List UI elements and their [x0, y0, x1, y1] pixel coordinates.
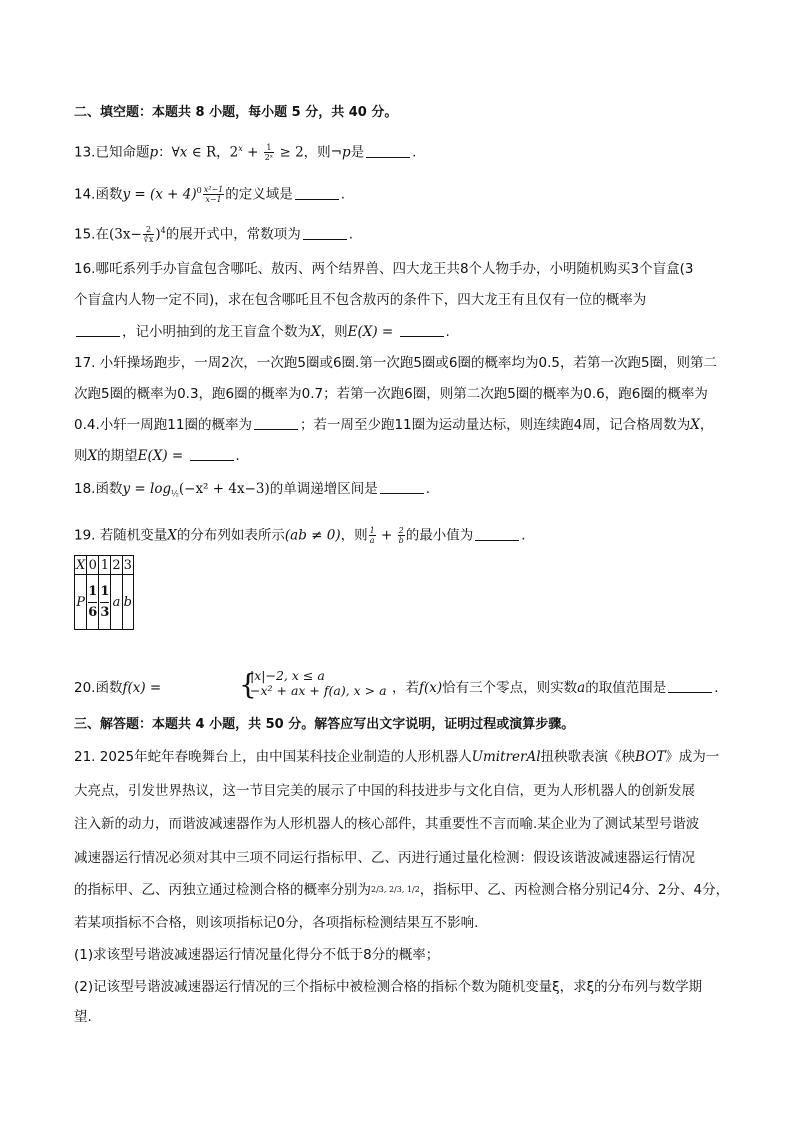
q20-case-2: −x² + ax + f(a), x > a: [250, 683, 387, 698]
q19-plus: +: [376, 527, 397, 544]
q20-fx2: f(x): [419, 680, 443, 696]
q19-frac-1: [369, 526, 376, 545]
q17-ex: E(X) =: [137, 448, 188, 464]
table-cell: a: [111, 575, 122, 630]
q21-part-1: (1)求该型号谐波减速器运行情况量化得分不低于8分的概率；: [74, 947, 440, 963]
q17-x2: X: [87, 448, 98, 464]
q21-text-c: 扭秧歌表演《秧: [540, 749, 636, 765]
q18-answer-blank[interactable]: [380, 481, 424, 494]
q20-tail: 的取值范围是: [585, 680, 667, 696]
q16-x: X: [311, 324, 321, 340]
section-heading-fill-in: 二、填空题：本题共 8 小题，每小题 5 分，共 40 分。: [74, 105, 398, 120]
question-15: 15.在(3x− $\frac{2}{∛x}$ )$^4$的展开式中，常数项为 .: [74, 225, 354, 244]
table-header-cell: X: [76, 557, 86, 573]
q14-end: .: [340, 186, 346, 203]
q19-answer-blank[interactable]: [475, 528, 519, 541]
question-13: [74, 140, 416, 162]
q20-end: .: [714, 680, 719, 696]
table-header-row: [75, 556, 134, 575]
q19-tail: 的最小值为: [405, 527, 474, 544]
table-prob-row: [75, 575, 134, 630]
q21-robot-name: UmitrerAl: [471, 749, 541, 765]
q14-answer-blank[interactable]: [295, 187, 339, 200]
cell-frac-num: 1: [100, 582, 109, 603]
q16-line-2: 个盲盒内人物一定不同)，求在包含哪吒且不包含敖丙的条件下，四大龙王有且仅有一位的概率为: [74, 292, 647, 308]
q21-line-2: 大亮点，引发世界热议，这一节目完美的展示了中国的科技进步与文化自信，更为人形机器人的创新发展: [74, 783, 695, 799]
q13-x: x: [179, 144, 188, 161]
q15-sup4: 4: [160, 226, 166, 235]
q19-text-b: 的分布列如表所示: [176, 527, 285, 544]
table-header-cell: 1: [100, 557, 109, 573]
q16-then: ，则: [320, 324, 348, 340]
q17-line-1: 17. 小轩操场跑步，一周2次，一次跑5圈或6圈.第一次跑5圈或6圈的概率均为0.5，若第一次跑5圈，则第二: [74, 355, 718, 371]
question-20: [74, 668, 719, 702]
distribution-table: [74, 555, 134, 630]
q20-a: a: [577, 680, 586, 696]
q17-x: X: [690, 417, 700, 433]
q19-end: .: [521, 527, 526, 544]
q19-cond: (ab ≠ 0): [284, 527, 341, 544]
q16-end: .: [445, 324, 450, 340]
q18-label: 18.: [74, 481, 96, 497]
q13-in: ∈ R，2: [187, 144, 239, 161]
q18-log: y = log: [122, 481, 172, 497]
table-cell: b: [122, 575, 133, 630]
q14-formula: y = (x + 4): [122, 186, 197, 203]
q13-end: .: [412, 144, 417, 161]
q13-p: p: [149, 144, 159, 161]
q21-text-e: 》成为一: [665, 749, 720, 765]
q14-fraction: [203, 185, 225, 204]
q19-f1-num: 1: [369, 526, 375, 535]
cell-frac-den: 3: [100, 604, 110, 620]
q14-tail: 的定义域是: [225, 186, 293, 203]
table-header-cell: 0: [88, 557, 97, 573]
table-header-cell: 2: [112, 557, 121, 573]
q13-frac-den: 2ˣ: [264, 153, 274, 162]
q18-tail: 的单调递增区间是: [269, 481, 378, 497]
section-heading-solutions: 三、解答题：本题共 4 小题，共 50 分。解答应写出文字说明，证明过程或演算步骤。: [74, 717, 575, 732]
q13-p2: p: [341, 144, 351, 161]
q20-brace: {: [239, 668, 257, 701]
q17-line3-text-b: ；若一周至少跑11圈为运动量达标，则连续跑4周，记合格周数为: [299, 417, 691, 433]
table-cell: [87, 575, 99, 630]
q16-line-3: [74, 323, 450, 341]
q21-bot: BOT: [635, 749, 666, 765]
table-cell: [99, 575, 111, 630]
table-row-label: P: [75, 575, 87, 630]
q17-line-3: [74, 416, 713, 434]
q17-line-2: 次跑5圈的概率为0.3，跑6圈的概率为0.7；若第一次跑6圈，则第二次跑5圈的概率为0.6，跑6圈的概率为: [74, 386, 708, 402]
q13-fraction: [264, 143, 274, 162]
q17-answer-blank-1[interactable]: [254, 417, 298, 430]
q16-answer-blank-2[interactable]: [400, 324, 444, 337]
q14-sup0: 0: [196, 186, 202, 195]
q15-expr: 在(3x−: [95, 226, 142, 243]
q18-text: 函数: [95, 481, 123, 497]
q17-line3-text: 0.4.小轩一周跑11圈的概率为: [74, 417, 252, 433]
q18-base: ½: [171, 489, 179, 499]
q15-fraction: [143, 225, 155, 244]
q13-ge: ≥ 2，则¬: [275, 144, 342, 161]
q17-comma: ，: [699, 417, 714, 433]
q20-label: 20.: [74, 680, 96, 696]
q15-frac-num: 2: [143, 225, 155, 235]
q20-text-c: 恰有三个零点，则实数: [442, 680, 578, 696]
q15-label: 15.: [74, 226, 96, 243]
q17-line-4: [74, 447, 240, 465]
q17-end: .: [235, 448, 240, 464]
q14-text: 函数: [95, 186, 123, 203]
q20-if: ，若: [392, 680, 419, 696]
q16-line3-text: ，记小明抽到的龙王盲盒个数为: [122, 324, 311, 340]
q20-answer-blank[interactable]: [668, 680, 712, 693]
q14-frac-num: x²−1: [203, 185, 224, 194]
q20-fx: f(x) =: [122, 680, 162, 696]
q21-line-3: 注入新的动力，而谐波减速器作为人形机器人的核心部件，其重要性不言而喻.某企业为了测试某型号谐波: [74, 816, 700, 832]
q21-part-2: (2)记该型号谐波减速器运行情况的三个指标中被检测合格的指标个数为随机变量ξ，求ξ的分布列与数学期: [74, 979, 703, 995]
q19-text: 若随机变量: [99, 527, 168, 544]
q15-end: .: [348, 226, 354, 243]
q15-tail: 的展开式中，常数项为: [165, 226, 301, 243]
q13-colon: ：∀: [158, 144, 180, 161]
q13-label: 13.: [74, 144, 96, 161]
q16-ex: E(X) =: [347, 324, 398, 340]
q20-text: 函数: [95, 680, 123, 696]
cell-frac-num: 1: [88, 582, 97, 603]
q17-then: 则: [74, 448, 88, 464]
q19-then: ，则: [340, 527, 368, 544]
q19-frac-2: [398, 526, 405, 545]
q21-line-4: 减速器运行情况必须对其中三项不同运行指标甲、乙、丙进行通过量化检测：假设该谐波减速器运行情况: [74, 850, 695, 866]
q14-frac-den: x−1: [205, 195, 222, 204]
q21-text-5a: 的指标甲、乙、丙独立通过检测合格的概率分别为: [74, 882, 371, 898]
q19-label: 19.: [74, 527, 100, 544]
q18-arg: (−x² + 4x−3): [178, 481, 270, 497]
q19-f2-den: b: [398, 536, 404, 545]
q13-plus: +: [242, 144, 263, 161]
q16-answer-blank-1[interactable]: [76, 324, 120, 337]
q15-answer-blank[interactable]: [303, 227, 347, 240]
q16-line-1: 16.哪吒系列手办盲盒包含哪吒、敖丙、两个结界兽、四大龙王共8个人物手办，小明随机购买3个盲盒(3: [74, 261, 694, 277]
cell-frac-den: 6: [88, 604, 98, 620]
q13-tail: 是: [350, 144, 365, 161]
table-header-cell: 3: [123, 557, 132, 573]
q18-end: .: [425, 481, 431, 497]
q20-case-1: |x|−2, x ≤ a: [250, 668, 325, 683]
q21-text-a: 21. 2025年蛇年春晚舞台上，由中国某科技企业制造的人形机器人: [74, 749, 472, 765]
q21-part-2b: 望.: [74, 1009, 92, 1025]
question-19: [74, 526, 526, 545]
q19-f2-num: 2: [398, 526, 404, 535]
q17-expect: 的期望: [97, 448, 138, 464]
q19-x: X: [167, 527, 177, 544]
q13-sup: x: [238, 144, 243, 153]
q21-line-1: [74, 748, 719, 766]
q19-f1-den: a: [369, 536, 375, 545]
q21-probabilities: 2/3, 2/3, 1/2: [371, 885, 420, 894]
q14-label: 14.: [74, 186, 96, 203]
q13-answer-blank[interactable]: [366, 145, 410, 158]
q21-line-6: 若某项指标不合格，则该项指标记0分，各项指标检测结果互不影响.: [74, 915, 479, 931]
q15-frac-den: ∛x: [143, 235, 154, 244]
question-14: [74, 182, 345, 204]
q17-answer-blank-2[interactable]: [190, 448, 234, 461]
question-18: [74, 480, 430, 504]
q21-text-5b: ，指标甲、乙、丙检测合格分别记4分、2分、4分，: [419, 882, 730, 898]
q13-frac-num: 1: [264, 143, 274, 153]
q21-line-5: [74, 881, 729, 899]
q13-text: 已知命题: [95, 144, 150, 161]
